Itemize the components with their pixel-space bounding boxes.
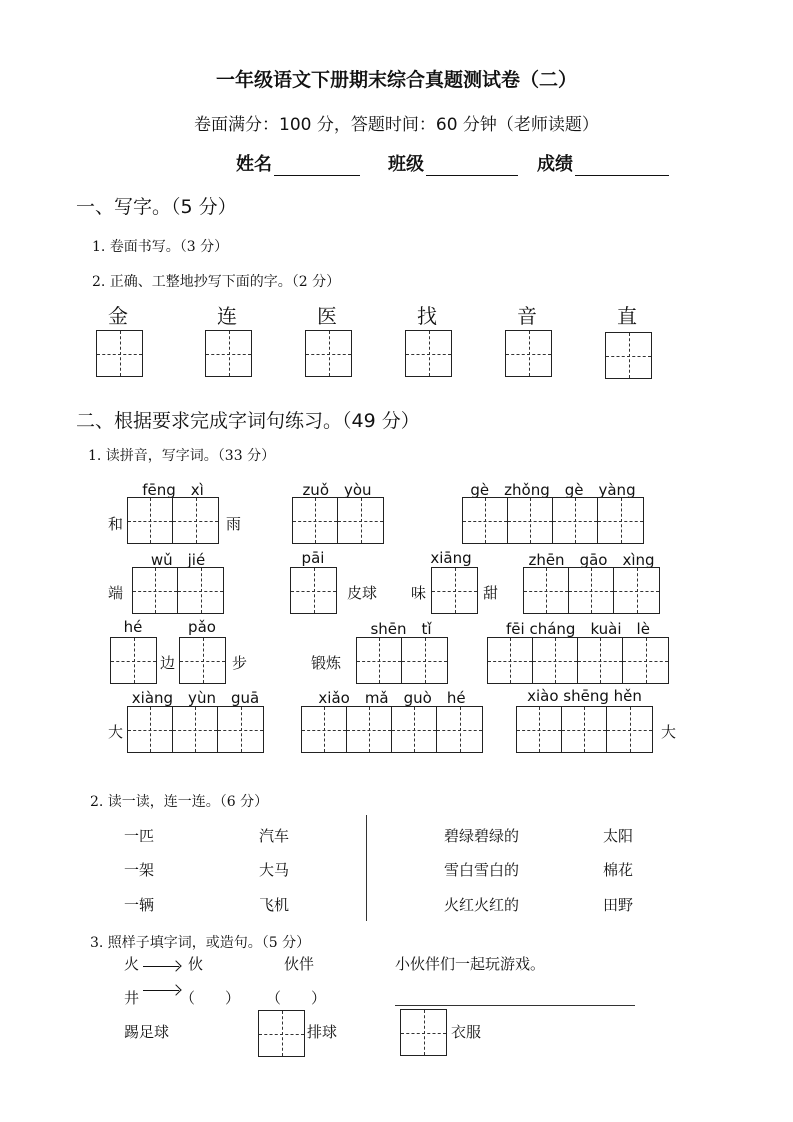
match-right-a-2[interactable]: 雪白雪白的 (444, 861, 520, 879)
copy-char-1: 金 (108, 304, 128, 328)
sentence-answer-line[interactable] (395, 1005, 635, 1006)
word-da-2: 大 (661, 723, 677, 741)
example-char-huo2: 伙 (188, 955, 204, 973)
example-char-huo: 火 (124, 955, 140, 973)
match-left-a-3[interactable]: 一辆 (124, 896, 155, 914)
answer-boxes-feichangkuaile[interactable] (487, 637, 669, 684)
copy-box-3[interactable] (305, 330, 352, 377)
copy-char-4: 找 (417, 304, 437, 328)
match-left-b-1[interactable]: 汽车 (259, 827, 290, 845)
word-tian: 甜 (483, 584, 499, 602)
section-1-heading: 一、写字。（5 分） (76, 196, 237, 218)
arrow-right-icon (143, 990, 179, 991)
pinyin-feichangkuaile: fēi cháng kuài lè (506, 620, 650, 638)
section-2-q1: 1. 读拼音，写字词。（33 分） (88, 448, 276, 464)
copy-char-3: 医 (317, 304, 337, 328)
answer-box-xiang[interactable] (431, 567, 478, 614)
example-sentence: 小伙伴们一起玩游戏。 (395, 955, 546, 973)
example-word-huoban: 伙伴 (284, 955, 315, 973)
pinyin-he: hé (123, 618, 143, 636)
class-field[interactable] (388, 150, 518, 176)
match-right-a-3[interactable]: 火红火红的 (444, 896, 520, 914)
pinyin-pao: pǎo (188, 618, 216, 636)
answer-boxes-xiaomaguohe[interactable] (301, 706, 483, 753)
word-he: 和 (108, 515, 124, 533)
pinyin-shenti: shēn tǐ (370, 620, 432, 638)
answer-boxes-shenti[interactable] (356, 637, 448, 684)
pinyin-zuoyou: zuǒ yòu (302, 481, 372, 499)
word-piqiu: 皮球 (347, 584, 378, 602)
pinyin-wujie: wǔ jié (150, 551, 206, 569)
page-title: 一年级语文下册期末综合真题测试卷（二） (215, 69, 577, 91)
match-left-b-3[interactable]: 飞机 (259, 896, 290, 914)
copy-char-6: 直 (617, 304, 637, 328)
pinyin-gezhonggeyang: gè zhǒng gè yàng (470, 481, 636, 499)
answer-box-paiqiu[interactable] (258, 1010, 305, 1057)
answer-paren-2[interactable]: （ ） (266, 989, 327, 1007)
name-field[interactable] (236, 150, 360, 176)
word-yifu: 衣服 (451, 1023, 482, 1041)
pinyin-xiaoshenghen: xiào shēng hěn (527, 687, 642, 705)
class-label: 班级 (388, 154, 424, 175)
pinyin-xiaomaguohe: xiǎo mǎ guò hé (318, 689, 466, 707)
copy-char-5: 音 (517, 304, 537, 328)
example-tizuqiu: 踢足球 (124, 1023, 170, 1041)
section-2-q2: 2. 读一读，连一连。（6 分） (90, 794, 269, 810)
pinyin-pai: pāi (301, 549, 325, 567)
answer-box-yifu[interactable] (400, 1009, 447, 1056)
pinyin-zhengaoxing: zhēn gāo xìng (528, 551, 655, 569)
match-right-a-1[interactable]: 碧绿碧绿的 (444, 827, 520, 845)
answer-boxes-zhengaoxing[interactable] (523, 567, 660, 614)
match-right-b-1[interactable]: 太阳 (603, 827, 634, 845)
match-left-b-2[interactable]: 大马 (259, 861, 290, 879)
copy-box-5[interactable] (505, 330, 552, 377)
answer-box-he[interactable] (110, 637, 157, 684)
match-right-b-2[interactable]: 棉花 (603, 861, 634, 879)
score-field[interactable] (537, 150, 669, 176)
copy-box-6[interactable] (605, 332, 652, 379)
word-duanlian: 锻炼 (311, 654, 342, 672)
section-1-q2: 2. 正确、工整地抄写下面的字。（2 分） (92, 274, 341, 290)
word-paiqiu: 排球 (307, 1023, 338, 1041)
arrow-right-icon (143, 966, 179, 967)
class-blank[interactable] (426, 157, 518, 176)
word-duan: 端 (108, 584, 124, 602)
name-label: 姓名 (236, 154, 272, 175)
answer-boxes-xiaoshenghen[interactable] (516, 706, 653, 753)
answer-boxes-wujie[interactable] (132, 567, 224, 614)
pinyin-xiang: xiāng (430, 549, 472, 567)
answer-box-pai[interactable] (290, 567, 337, 614)
page-subtitle: 卷面满分：100 分，答题时间：60 分钟（老师读题） (194, 115, 599, 135)
score-label: 成绩 (537, 154, 573, 175)
section-2-q3: 3. 照样子填字词，或造句。（5 分） (90, 935, 311, 951)
section-2-heading: 二、根据要求完成字词句练习。（49 分） (76, 410, 420, 432)
answer-boxes-zuoyou[interactable] (292, 497, 384, 544)
word-bian: 边 (160, 654, 176, 672)
copy-box-1[interactable] (96, 330, 143, 377)
match-divider (366, 815, 367, 921)
match-left-a-1[interactable]: 一匹 (124, 827, 155, 845)
word-wei: 味 (411, 584, 427, 602)
word-bu: 步 (232, 654, 248, 672)
section-1-q1: 1. 卷面书写。（3 分） (92, 239, 229, 255)
answer-paren-1[interactable]: （ ） (180, 989, 241, 1007)
answer-box-pao[interactable] (179, 637, 226, 684)
pinyin-fengxi: fēng xì (142, 481, 204, 499)
task-char-jing: 井 (124, 989, 140, 1007)
match-right-b-3[interactable]: 田野 (603, 896, 634, 914)
score-blank[interactable] (575, 157, 669, 176)
pinyin-xiangyungua: xiàng yùn guā (131, 689, 260, 707)
answer-boxes-fengxi[interactable] (127, 497, 219, 544)
word-yu: 雨 (226, 515, 242, 533)
copy-box-4[interactable] (405, 330, 452, 377)
copy-box-2[interactable] (205, 330, 252, 377)
answer-boxes-gezhonggeyang[interactable] (462, 497, 644, 544)
match-left-a-2[interactable]: 一架 (124, 861, 155, 879)
copy-char-2: 连 (217, 304, 237, 328)
answer-boxes-xiangyungua[interactable] (127, 706, 264, 753)
name-blank[interactable] (274, 157, 360, 176)
word-da-1: 大 (108, 723, 124, 741)
